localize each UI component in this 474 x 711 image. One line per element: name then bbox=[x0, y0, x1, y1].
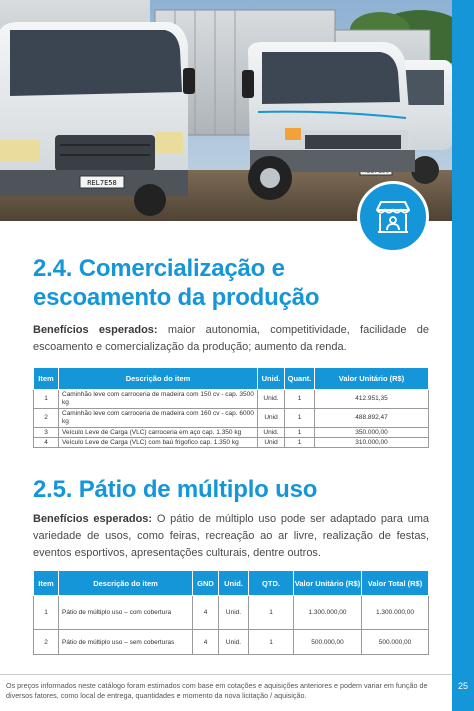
cell-quantity: 1 bbox=[285, 390, 315, 409]
cell-unit: Unid. bbox=[258, 428, 285, 438]
cell-quantity: 1 bbox=[285, 409, 315, 428]
cell-description: Pátio de múltiplo uso – com cobertura bbox=[59, 596, 193, 630]
cell-description: Pátio de múltiplo uso – sem coberturas bbox=[59, 630, 193, 655]
col-header-unit-price: Valor Unitário (R$) bbox=[294, 571, 362, 596]
col-header-description: Descrição do item bbox=[59, 368, 258, 390]
col-header-gnd: GND bbox=[193, 571, 219, 596]
cell-unit-price: 500.000,00 bbox=[294, 630, 362, 655]
cell-quantity: 1 bbox=[285, 428, 315, 438]
benefits-label: Benefícios esperados: bbox=[33, 513, 153, 525]
table-header-row bbox=[34, 368, 429, 390]
footnote: Os preços informados neste catálogo foram estimados com base em cotações e aquisições anteriores e podem variar em função de diversos fatores, como local de entrega, quantidades e momento da nova licitação / aquisição. bbox=[6, 681, 428, 700]
cell-unit-price: 1.300.000,00 bbox=[294, 596, 362, 630]
cell-quantity: 1 bbox=[285, 438, 315, 448]
section-title-2-4: 2.4. Comercialização e escoamento da produção bbox=[33, 255, 320, 311]
cell-qtd: 1 bbox=[249, 630, 294, 655]
footer-divider bbox=[0, 674, 452, 675]
accent-bar bbox=[452, 0, 474, 711]
table-row bbox=[34, 438, 429, 448]
cell-total-price: 1.300.000,00 bbox=[362, 596, 429, 630]
section-badge bbox=[357, 181, 429, 253]
cell-unit-price: 488.892,47 bbox=[315, 409, 429, 428]
cell-item: 1 bbox=[34, 596, 59, 630]
cell-item: 2 bbox=[34, 630, 59, 655]
col-header-description: Descrição do item bbox=[59, 571, 193, 596]
cell-unit: Unid. bbox=[219, 630, 249, 655]
benefits-paragraph-2-5 bbox=[33, 511, 429, 562]
cell-description: Caminhão leve com carroceria de madeira com 150 cv - cap. 3500 kg bbox=[59, 390, 258, 409]
cell-description: Veículo Leve de Carga (VLC) com baú frigofico cap. 1.350 kg bbox=[59, 438, 258, 448]
table-row bbox=[34, 596, 429, 630]
cell-description: Veículo Leve de Carga (VLC) carroceria em aço cap. 1.350 kg bbox=[59, 428, 258, 438]
col-header-qtd: QTD. bbox=[249, 571, 294, 596]
cell-item: 2 bbox=[34, 409, 59, 428]
benefits-text: maior autonomia, competitividade, facilidade de escoamento e comercialização da produção; aumento da renda. bbox=[33, 324, 429, 353]
cell-unit-price: 310.000,00 bbox=[315, 438, 429, 448]
cell-item: 3 bbox=[34, 428, 59, 438]
benefits-paragraph-2-4 bbox=[33, 322, 429, 356]
plate-left: REL7E58 bbox=[87, 179, 117, 187]
cell-gnd: 4 bbox=[193, 630, 219, 655]
cell-unit: Unid bbox=[258, 438, 285, 448]
cell-unit: Unid. bbox=[219, 596, 249, 630]
col-header-unit-price: Valor Unitário (R$) bbox=[315, 368, 429, 390]
cell-unit-price: 412.951,35 bbox=[315, 390, 429, 409]
cell-gnd: 4 bbox=[193, 596, 219, 630]
benefits-label: Benefícios esperados: bbox=[33, 324, 158, 336]
col-header-unit: Unid. bbox=[258, 368, 285, 390]
cell-description: Caminhão leve com carroceria de madeira com 160 cv - cap. 6000 kg bbox=[59, 409, 258, 428]
items-table-2-5 bbox=[33, 570, 429, 655]
col-header-item: Item bbox=[34, 368, 59, 390]
col-header-unit: Unid. bbox=[219, 571, 249, 596]
page-number: 25 bbox=[457, 681, 468, 691]
table-header-row bbox=[34, 571, 429, 596]
table-row bbox=[34, 409, 429, 428]
section-title-2-5: 2.5. Pátio de múltiplo uso bbox=[33, 476, 318, 503]
col-header-item: Item bbox=[34, 571, 59, 596]
table-row bbox=[34, 390, 429, 409]
col-header-total-price: Valor Total (R$) bbox=[362, 571, 429, 596]
cell-item: 4 bbox=[34, 438, 59, 448]
cell-unit: Unid. bbox=[258, 390, 285, 409]
cell-total-price: 500.000,00 bbox=[362, 630, 429, 655]
cell-qtd: 1 bbox=[249, 596, 294, 630]
market-stall-icon bbox=[373, 197, 413, 237]
col-header-quantity: Quant. bbox=[285, 368, 315, 390]
cell-unit: Unid bbox=[258, 409, 285, 428]
cell-unit-price: 350.000,00 bbox=[315, 428, 429, 438]
benefits-text: O pátio de múltiplo uso pode ser adaptado para uma variedade de usos, como feiras, recreação ao ar livre, realização de festas, eventos esportivos, apresentações culturais, dentre outros. bbox=[33, 513, 429, 559]
cell-item: 1 bbox=[34, 390, 59, 409]
items-table-2-4 bbox=[33, 367, 429, 448]
table-row bbox=[34, 630, 429, 655]
table-row bbox=[34, 428, 429, 438]
